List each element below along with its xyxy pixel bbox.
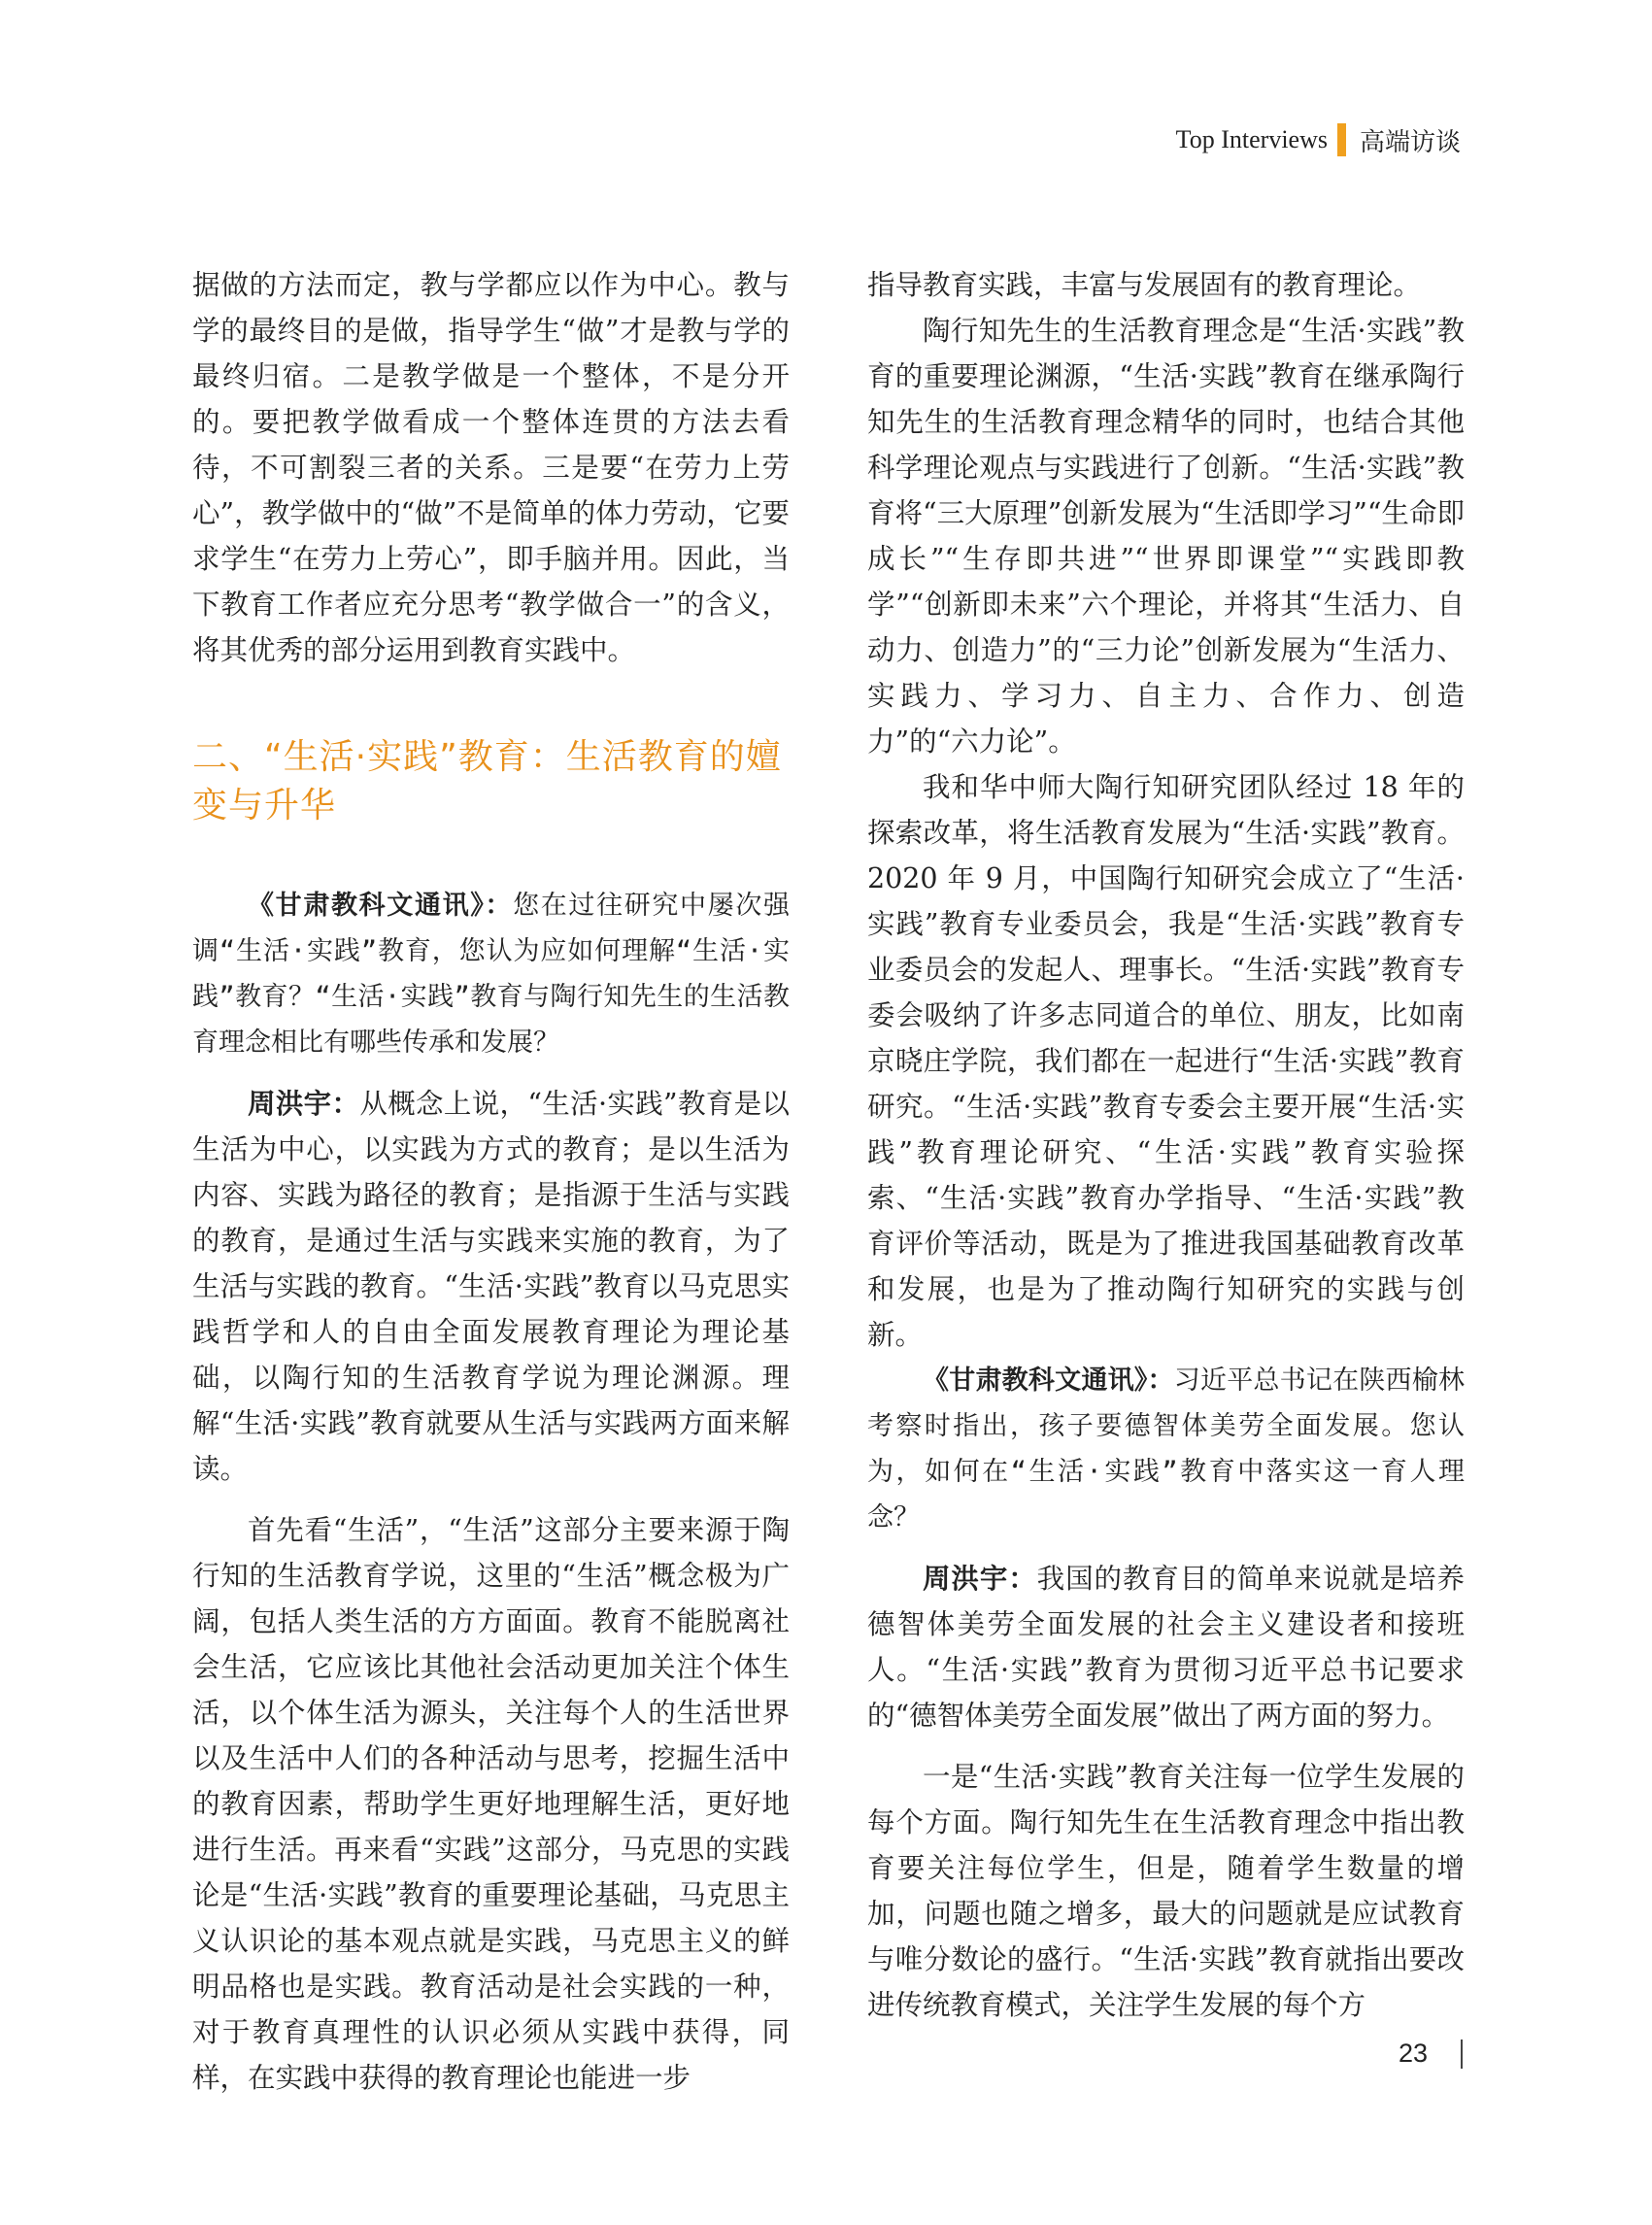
question-text: 习近平总书记在陕西榆林考察时指出，孩子要德智体美劳全面发展。您认为，如何在“生活·实践”教育中落实这一育人理念？ (867, 1365, 1465, 1533)
paragraph: 指导教育实践，丰富与发展固有的教育理论。 (867, 269, 1422, 301)
header-chinese: 高端访谈 (1359, 127, 1461, 157)
page-footer (1399, 2039, 1463, 2069)
page-number: 23 (1399, 2039, 1429, 2068)
interview-question (192, 883, 790, 1065)
left-column (192, 262, 790, 2101)
question-source: 《甘肃教科文通讯》： (248, 891, 514, 921)
question-text: 您在过往研究中屡次强调“生活·实践”教育，您认为应如何理解“生活·实践”教育？“生活·实践”教育与陶行知先生的生活教育理念相比有哪些传承和发展？ (192, 891, 791, 1058)
paragraph: 一是“生活·实践”教育关注每一位学生发展的每个方面。陶行知先生在生活教育理念中指出教育要关注每位学生，但是，随着学生数量的增加，问题也随之增多，最大的问题就是应试教育与唯分数论的盛行。“生活·实践”教育就指出要改进传统教育模式，关注学生发展的每个方 (867, 1761, 1465, 2021)
right-column (867, 262, 1465, 2028)
answer-text: 从概念上说，“生活·实践”教育是以生活为中心，以实践为方式的教育；是以生活为内容、实践为路径的教育；是指源于生活与实践的教育，是通过生活与实践来实施的教育，为了生活与实践的教育。“生活·实践”教育以马克思实践哲学和人的自由全面发展教育理论为理论基础，以陶行知的生活教育学说为理论渊源。理解“生活·实践”教育就要从生活与实践两方面来解读。 (192, 1088, 790, 1485)
running-header (1176, 120, 1461, 159)
section-heading: 二、“生活·实践”教育：生活教育的嬗变与升华 (192, 737, 782, 826)
footer-divider (1461, 2040, 1463, 2069)
answer-speaker: 周洪宇： (923, 1563, 1037, 1595)
header-english: Top Interviews (1175, 125, 1328, 153)
paragraph: 陶行知先生的生活教育理念是“生活·实践”教育的重要理论渊源，“生活·实践”教育在继承陶行知先生的生活教育理念精华的同时，也结合其他科学理论观点与实践进行了创新。“生活·实践”教育将“三大原理”创新发展为“生活即学习”“生命即成长”“生存即共进”“世界即课堂”“实践即教学”“创新即未来”六个理论，并将其“生活力、自动力、创造力”的“三力论”创新发展为“生活力、实践力、学习力、自主力、合作力、创造力”的“六力论”。 (867, 315, 1465, 758)
question-source: 《甘肃教科文通讯》： (923, 1365, 1174, 1396)
interview-answer (867, 1556, 1465, 1738)
interview-question (867, 1358, 1465, 1540)
paragraph: 我和华中师大陶行知研究团队经过 18 年的探索改革，将生活教育发展为“生活·实践”教育。2020 年 9 月，中国陶行知研究会成立了“生活·实践”教育专业委员会，我是“生活·实践”教育专业委员会的发起人、理事长。“生活·实践”教育专委会吸纳了许多志同道合的单位、朋友，比如南京晓庄学院，我们都在一起进行“生活·实践”教育研究。“生活·实践”教育专委会主要开展“生活·实践”教育理论研究、“生活·实践”教育实验探索、“生活·实践”教育办学指导、“生活·实践”教育评价等活动，既是为了推进我国基础教育改革和发展，也是为了推动陶行知研究的实践与创新。 (867, 771, 1465, 1351)
header-accent-bar (1337, 123, 1346, 156)
paragraph: 首先看“生活”，“生活”这部分主要来源于陶行知的生活教育学说，这里的“生活”概念极为广阔，包括人类生活的方方面面。教育不能脱离社会生活，它应该比其他社会活动更加关注个体生活，以个体生活为源头，关注每个人的生活世界以及生活中人们的各种活动与思考，挖掘生活中的教育因素，帮助学生更好地理解生活，更好地进行生活。再来看“实践”这部分，马克思的实践论是“生活·实践”教育的重要理论基础，马克思主义认识论的基本观点就是实践，马克思主义的鲜明品格也是实践。教育活动是社会实践的一种，对于教育真理性的认识必须从实践中获得，同样，在实践中获得的教育理论也能进一步 (192, 1514, 790, 2094)
paragraph: 据做的方法而定，教与学都应以作为中心。教与学的最终目的是做，指导学生“做”才是教与学的最终归宿。二是教学做是一个整体，不是分开的。要把教学做看成一个整体连贯的方法去看待，不可割裂三者的关系。三是要“在劳力上劳心”，教学做中的“做”不是简单的体力劳动，它要求学生“在劳力上劳心”，即手脑并用。因此，当下教育工作者应充分思考“教学做合一”的含义，将其优秀的部分运用到教育实践中。 (192, 269, 790, 666)
interview-answer (192, 1081, 790, 1492)
answer-text: 我国的教育目的简单来说就是培养德智体美劳全面发展的社会主义建设者和接班人。“生活·实践”教育为贯彻习近平总书记要求的“德智体美劳全面发展”做出了两方面的努力。 (867, 1563, 1465, 1732)
answer-speaker: 周洪宇： (248, 1088, 360, 1120)
